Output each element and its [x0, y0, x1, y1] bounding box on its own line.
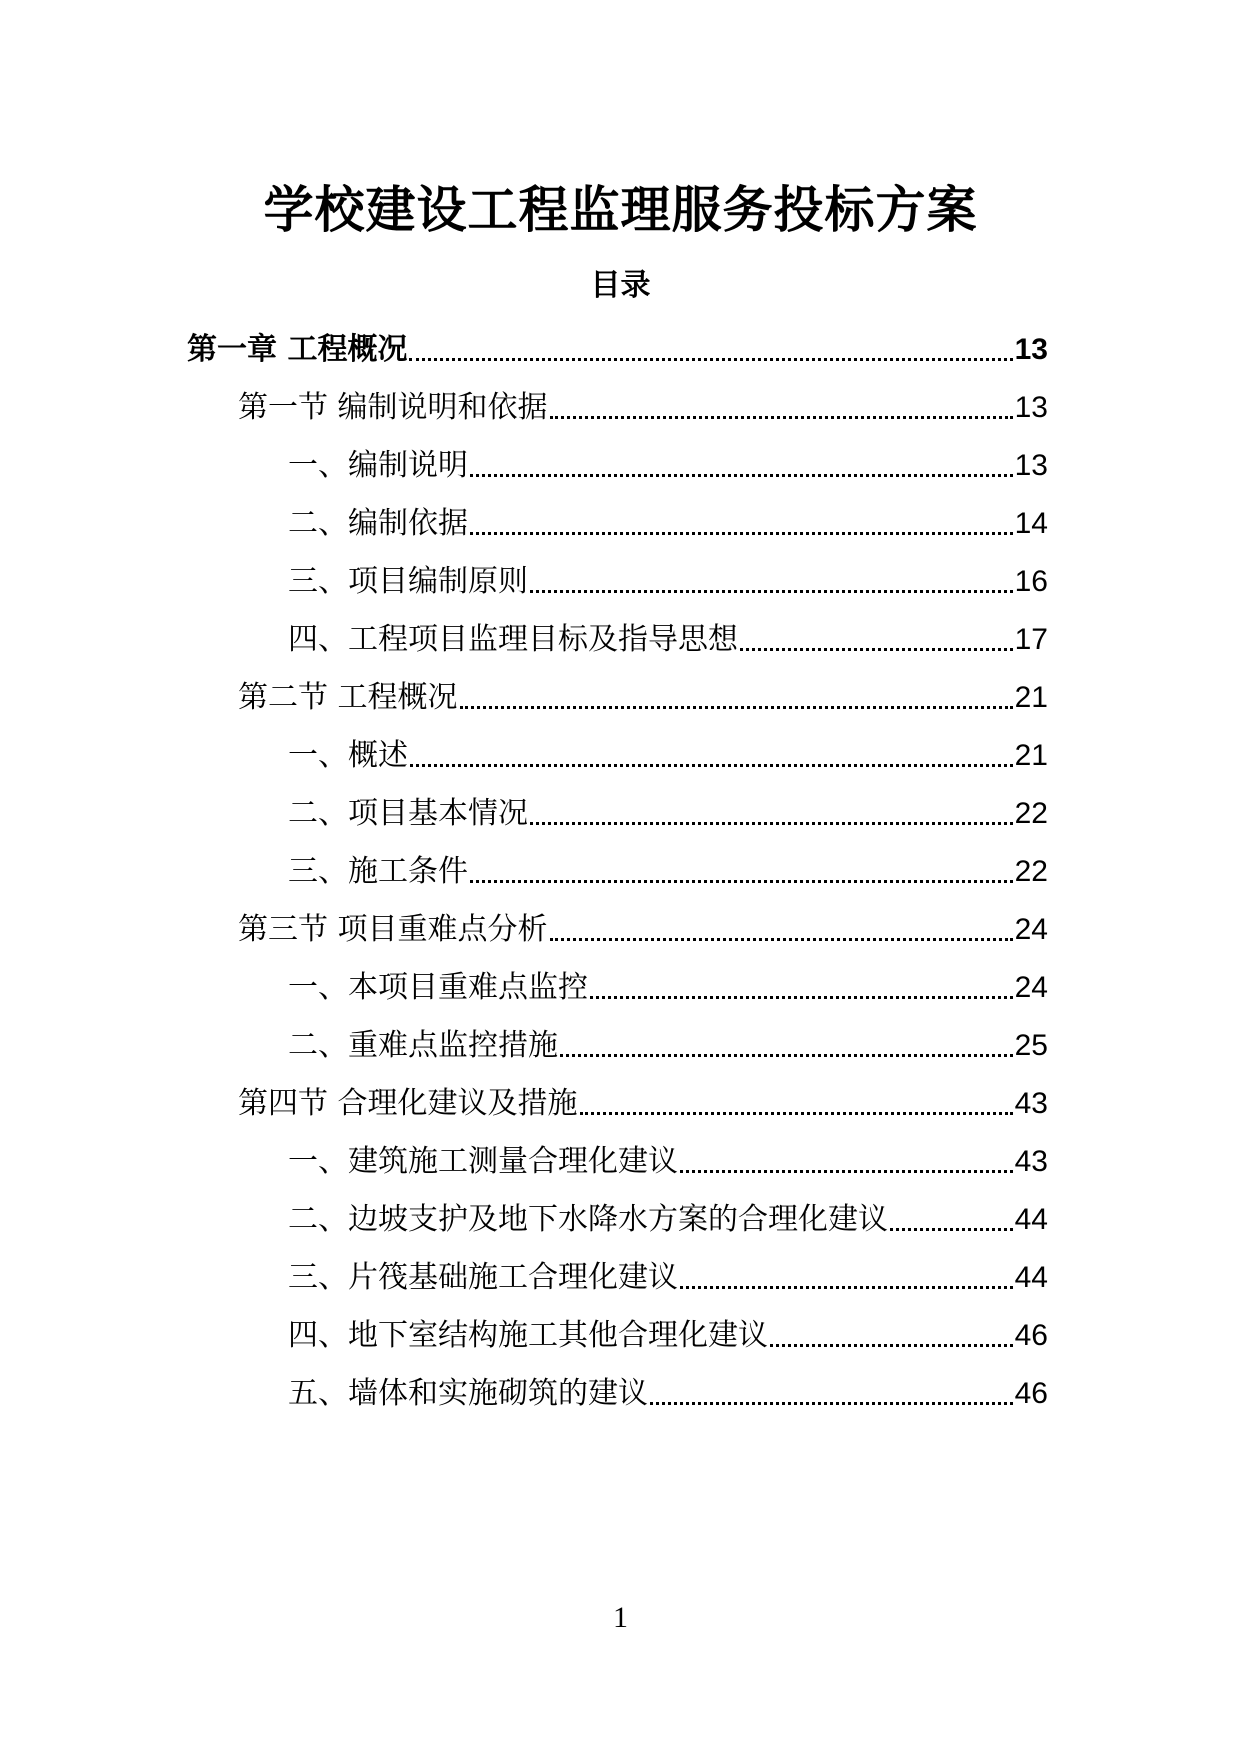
- toc-entry-label: 四、工程项目监理目标及指导思想: [288, 622, 738, 657]
- toc-entry-label: 二、边坡支护及地下水降水方案的合理化建议: [288, 1202, 888, 1237]
- toc-entry[interactable]: [238, 384, 1048, 428]
- toc-entry-label: 第一节 编制说明和依据: [238, 390, 548, 425]
- toc-entry-label: 二、重难点监控措施: [288, 1028, 558, 1063]
- toc-dot-leader: [410, 763, 1013, 767]
- toc-entry-label: 三、施工条件: [288, 854, 468, 889]
- document-title: 学校建设工程监理服务投标方案: [263, 181, 978, 239]
- toc-entry-label: 第三节 项目重难点分析: [238, 912, 548, 947]
- toc-dot-leader: [470, 879, 1013, 883]
- toc-entry-page: 17: [1014, 623, 1048, 656]
- toc-entry[interactable]: [288, 790, 1048, 834]
- toc-entry[interactable]: [238, 906, 1048, 950]
- toc-entry-page: 24: [1014, 913, 1048, 946]
- toc-entry-page: 44: [1014, 1261, 1048, 1294]
- toc-entry[interactable]: [288, 1370, 1048, 1414]
- toc-entry-label: 三、片筏基础施工合理化建议: [288, 1260, 678, 1295]
- toc-entry-label: 一、概述: [288, 738, 408, 773]
- toc-entry-page: 24: [1014, 971, 1048, 1004]
- toc-entry[interactable]: [238, 1080, 1048, 1124]
- toc-entry-label: 一、建筑施工测量合理化建议: [288, 1144, 678, 1179]
- toc-dot-leader: [560, 1053, 1013, 1057]
- toc-entry[interactable]: [288, 442, 1048, 486]
- toc-entry-label: 四、地下室结构施工其他合理化建议: [288, 1318, 768, 1353]
- toc-entry-page: 13: [1014, 391, 1048, 424]
- toc-heading: 目录: [590, 268, 651, 303]
- toc-dot-leader: [590, 995, 1013, 999]
- toc-entry[interactable]: [288, 1254, 1048, 1298]
- toc-entry[interactable]: [288, 616, 1048, 660]
- toc-dot-leader: [650, 1401, 1013, 1405]
- page-number: 1: [613, 1601, 628, 1634]
- toc-entry-page: 13: [1014, 449, 1048, 482]
- toc-entry[interactable]: [288, 1138, 1048, 1182]
- toc-entry-label: 二、项目基本情况: [288, 796, 528, 831]
- toc-entry[interactable]: [288, 1022, 1048, 1066]
- toc-entry-label: 第二节 工程概况: [238, 680, 458, 715]
- toc-entry-page: 13: [1014, 333, 1048, 366]
- toc-entry-page: 44: [1014, 1203, 1048, 1236]
- toc-entry-page: 22: [1014, 797, 1048, 830]
- toc-dot-leader: [680, 1169, 1013, 1173]
- toc-entry-page: 43: [1014, 1087, 1048, 1120]
- toc-entry[interactable]: [238, 674, 1048, 718]
- toc-entry[interactable]: [288, 964, 1048, 1008]
- toc-entry-page: 22: [1014, 855, 1048, 888]
- toc-entry-page: 43: [1014, 1145, 1048, 1178]
- toc-entry-page: 14: [1014, 507, 1048, 540]
- toc-dot-leader: [550, 415, 1013, 419]
- toc-entry-label: 一、编制说明: [288, 448, 468, 483]
- toc-entry-label: 第四节 合理化建议及措施: [238, 1086, 578, 1121]
- toc-dot-leader: [530, 589, 1013, 593]
- toc-dot-leader: [740, 647, 1013, 651]
- toc-dot-leader: [550, 937, 1013, 941]
- toc-dot-leader: [530, 821, 1013, 825]
- toc-entry[interactable]: [288, 848, 1048, 892]
- toc-dot-leader: [580, 1111, 1013, 1115]
- toc-entry-label: 第一章 工程概况: [187, 332, 408, 367]
- toc-dot-leader: [409, 357, 1012, 361]
- toc-dot-leader: [470, 531, 1013, 535]
- toc-dot-leader: [680, 1285, 1013, 1289]
- toc-dot-leader: [470, 473, 1013, 477]
- toc-entry-page: 46: [1014, 1319, 1048, 1352]
- toc-entry-page: 16: [1014, 565, 1048, 598]
- toc-entry[interactable]: [288, 732, 1048, 776]
- toc-entry[interactable]: [187, 326, 1048, 370]
- toc-entry-page: 46: [1014, 1377, 1048, 1410]
- toc-entry[interactable]: [288, 558, 1048, 602]
- toc-dot-leader: [890, 1227, 1013, 1231]
- toc-entry-page: 21: [1014, 739, 1048, 772]
- toc-entry[interactable]: [288, 1312, 1048, 1356]
- toc-entry[interactable]: [288, 1196, 1048, 1240]
- toc-entry-label: 三、项目编制原则: [288, 564, 528, 599]
- toc-entry-label: 一、本项目重难点监控: [288, 970, 588, 1005]
- toc-dot-leader: [460, 705, 1013, 709]
- toc-entry-label: 五、墙体和实施砌筑的建议: [288, 1376, 648, 1411]
- toc-entry[interactable]: [288, 500, 1048, 544]
- toc-entry-label: 二、编制依据: [288, 506, 468, 541]
- toc-entry-page: 21: [1014, 681, 1048, 714]
- toc-dot-leader: [770, 1343, 1013, 1347]
- toc-entry-page: 25: [1014, 1029, 1048, 1062]
